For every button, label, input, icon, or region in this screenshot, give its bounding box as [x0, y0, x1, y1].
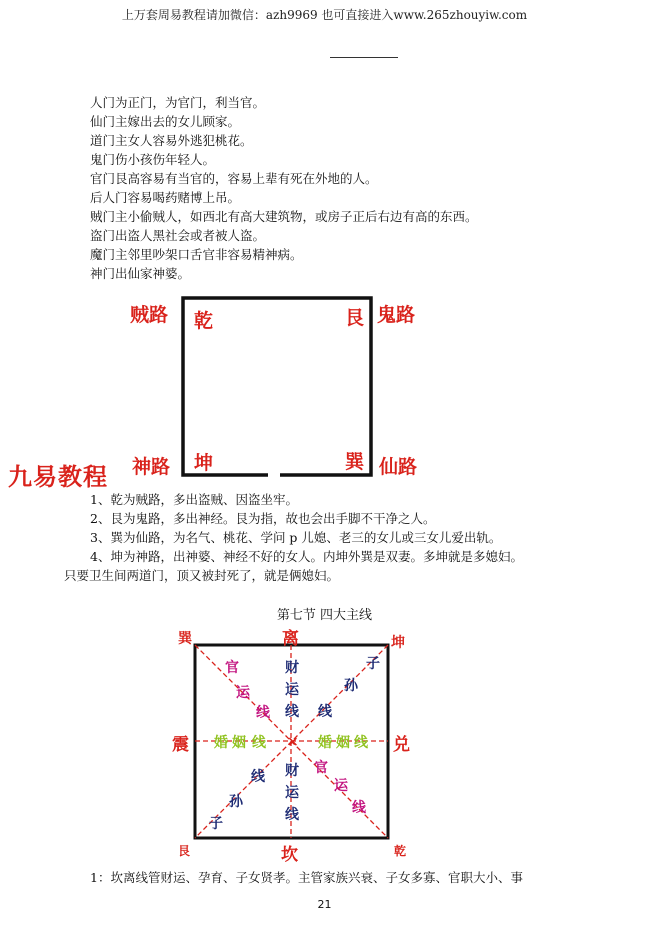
paragraph-line: 道门主女人容易外逃犯桃花。 — [90, 133, 253, 148]
label-hun-yin-line: 姻 — [336, 735, 350, 751]
label-hun-yin-line: 姻 — [232, 735, 246, 751]
label-zei-lu: 贼路 — [130, 304, 169, 326]
watermark: 九易教程 — [8, 463, 108, 491]
paragraph-line: 后人门容易喝药赌博上吊。 — [90, 190, 241, 205]
corner-kun: 坤 — [391, 635, 405, 651]
label-kun: 坤 — [194, 452, 214, 474]
paragraph-line: 人门为正门，为官门，利当官。 — [90, 95, 266, 110]
paragraph-line: 3、巽为仙路，为名气、桃花、学问 p 儿媳、老三的女儿或三女儿爱出轨。 — [90, 530, 502, 545]
label-gui-lu: 鬼路 — [377, 304, 416, 326]
label-zi-sun-line: 线 — [251, 769, 265, 785]
label-shen-lu: 神路 — [132, 456, 171, 478]
paragraph-line: 贼门主小偷贼人，如西北有高大建筑物，或房子正后右边有高的东西。 — [90, 209, 478, 224]
label-gen: 艮 — [345, 307, 365, 329]
paragraph-line: 仙门主嫁出去的女儿顾家。 — [90, 114, 241, 129]
paragraph-bottom: 1：坎离线管财运、孕育、子女贤孝。主管家族兴衰、子女多寡、官职大小、事 — [90, 870, 523, 885]
paragraph-line: 魔门主邻里吵架口舌官非容易精神病。 — [90, 247, 303, 262]
label-zi-sun-line: 孙 — [229, 794, 243, 810]
top-li: 离 — [282, 629, 299, 649]
label-cai-yun-line: 线 — [285, 807, 299, 823]
paragraph-line: 鬼门伤小孩伤年轻人。 — [90, 152, 216, 167]
label-hun-yin-line: 线 — [252, 735, 266, 751]
label-guan-yun-line: 线 — [256, 705, 270, 721]
corner-gen: 艮 — [178, 844, 191, 858]
bottom-kan: 坎 — [281, 845, 298, 865]
label-hun-yin-line: 婚 — [214, 735, 228, 751]
label-qian: 乾 — [194, 310, 214, 332]
label-zi-sun-line: 孙 — [344, 678, 358, 694]
left-zhen: 震 — [172, 735, 189, 755]
corner-qian: 乾 — [394, 844, 407, 858]
label-cai-yun-line: 财 — [285, 763, 299, 779]
paragraph-line: 官门艮高容易有当官的，容易上辈有死在外地的人。 — [90, 171, 378, 186]
label-zi-sun-line: 子 — [366, 656, 380, 672]
label-zi-sun-line: 子 — [209, 816, 223, 832]
paragraph-line: 盗门出盗人黑社会或者被人盗。 — [90, 228, 266, 243]
paragraph-line: 2、艮为鬼路，多出神经。艮为指，故也会出手脚不干净之人。 — [90, 511, 436, 526]
label-guan-yun-line: 运 — [334, 778, 348, 794]
label-cai-yun-line: 运 — [285, 682, 299, 698]
label-cai-yun-line: 运 — [285, 785, 299, 801]
paragraph-line: 神门出仙家神婆。 — [90, 266, 191, 281]
center-mark: × — [287, 734, 299, 750]
label-guan-yun-line: 线 — [352, 800, 366, 816]
label-guan-yun-line: 官 — [314, 760, 328, 776]
paragraph-line: 1、乾为贼路，多出盗贼、因盗坐牢。 — [90, 492, 298, 507]
label-xian-lu: 仙路 — [379, 456, 418, 478]
label-zi-sun-line: 线 — [318, 704, 332, 720]
label-guan-yun-line: 运 — [236, 685, 250, 701]
label-hun-yin-line: 婚 — [318, 735, 332, 751]
corner-xun: 巽 — [178, 631, 192, 647]
page-header: 上万套周易教程请加微信：azh9969 也可直接进入www.265zhouyiw.com — [121, 8, 528, 22]
label-guan-yun-line: 官 — [225, 660, 239, 676]
right-dui: 兑 — [393, 735, 410, 755]
paragraph-mid-last: 只要卫生间两道门，顶又被封死了，就是俩媳妇。 — [64, 568, 340, 583]
label-cai-yun-line: 财 — [285, 660, 299, 676]
label-hun-yin-line: 线 — [354, 735, 368, 751]
page-number: 21 — [317, 898, 332, 911]
paragraph-line: 4、坤为神路，出神婆、神经不好的女人。内坤外巽是双妻。多坤就是多媳妇。 — [90, 549, 523, 564]
section-title: 第七节 四大主线 — [276, 608, 373, 623]
label-cai-yun-line: 线 — [285, 704, 299, 720]
label-xun: 巽 — [345, 451, 365, 473]
